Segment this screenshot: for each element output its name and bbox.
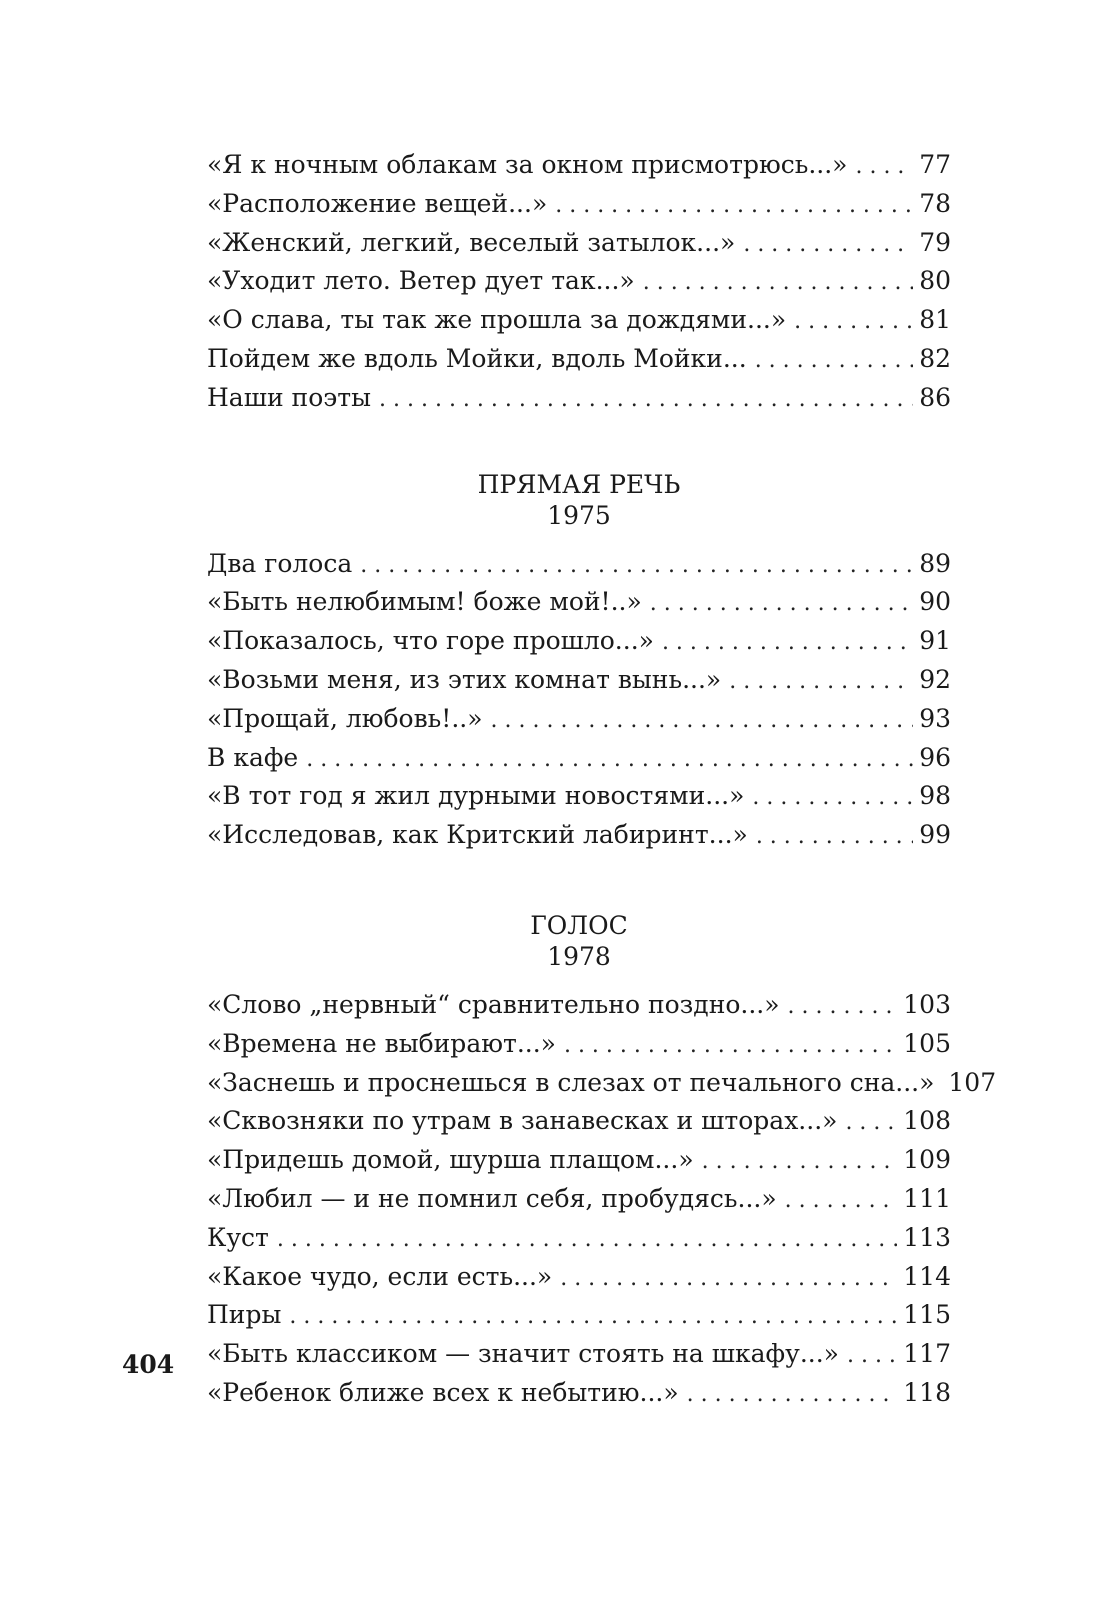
toc-entry (207, 661, 951, 700)
toc-entry-title: «Слово „нервный“ сравнительно поздно...» (207, 989, 780, 1019)
dot-leader (687, 1376, 898, 1415)
toc-entry (207, 1374, 951, 1413)
toc-entry-title: В кафе (207, 742, 299, 772)
dot-leader (756, 818, 913, 857)
toc-entry-page: 81 (919, 305, 951, 335)
dot-leader (702, 1143, 898, 1182)
toc-entry (207, 1296, 951, 1335)
toc-entry-page: 113 (903, 1222, 951, 1252)
toc-entry-title: «Какое чудо, если есть...» (207, 1261, 553, 1291)
toc-entry-page: 82 (919, 343, 951, 373)
toc-entry (207, 816, 951, 855)
toc-entry-title: «Сквозняки по утрам в занавесках и шторах...» (207, 1106, 838, 1136)
toc-entry (207, 301, 951, 340)
toc-entry (207, 986, 951, 1025)
toc-entry (207, 262, 951, 301)
section-entries (207, 986, 997, 1413)
toc-entry-title: Пойдем же вдоль Мойки, вдоль Мойки... (207, 343, 747, 373)
toc-entry (207, 340, 951, 379)
toc-entry (207, 1141, 951, 1180)
toc-entry-page: 109 (903, 1145, 951, 1175)
toc-entry-page: 108 (903, 1106, 951, 1136)
toc-entry-title: Наши поэты (207, 382, 372, 412)
dot-leader (794, 303, 913, 342)
toc-entry-title: «Возьми меня, из этих комнат вынь...» (207, 664, 722, 694)
toc-entry-page: 118 (903, 1377, 951, 1407)
toc-entry (207, 224, 951, 263)
dot-leader (729, 663, 913, 702)
dot-leader (662, 624, 913, 663)
section-year: 1975 (547, 500, 611, 530)
toc-entry (207, 1258, 951, 1297)
toc-entry-title: «Любил — и не помнил себя, пробудясь...» (207, 1183, 777, 1213)
toc-entry-page: 105 (903, 1028, 951, 1058)
dot-leader (845, 1104, 897, 1143)
dot-leader (752, 779, 913, 818)
section-heading (207, 469, 951, 531)
toc-entry-page: 90 (919, 587, 951, 617)
toc-entry-title: «В тот год я жил дурными новостями...» (207, 781, 745, 811)
dot-leader (785, 1182, 898, 1221)
section-year: 1978 (547, 941, 611, 971)
toc-group-continued (207, 146, 951, 418)
page-number: 404 (122, 1350, 175, 1379)
toc-entry-title: «Исследовав, как Критский лабиринт...» (207, 820, 748, 850)
toc-entry-page: 107 (948, 1067, 997, 1097)
toc-entry (207, 379, 951, 418)
toc-entry-page: 99 (919, 820, 951, 850)
dot-leader (289, 1298, 897, 1337)
toc-entry (207, 185, 951, 224)
dot-leader (650, 585, 913, 624)
toc-entry-page: 78 (919, 188, 951, 218)
toc-entry (207, 545, 951, 584)
toc-entry-title: Пиры (207, 1300, 282, 1330)
toc-entry-page: 89 (919, 548, 951, 578)
dot-leader (755, 342, 914, 381)
toc-entry (207, 739, 951, 778)
dot-leader (277, 1221, 897, 1260)
toc-entry-page: 92 (919, 664, 951, 694)
toc-entry (207, 622, 951, 661)
toc-entry-page: 86 (919, 382, 951, 412)
toc-entry-page: 96 (919, 742, 951, 772)
toc-entry-title: «Показалось, что горе прошло...» (207, 626, 654, 656)
toc-entry (207, 1102, 951, 1141)
toc-entry-page: 114 (903, 1261, 951, 1291)
dot-leader (788, 988, 898, 1027)
dot-leader (564, 1027, 897, 1066)
dot-leader (560, 1260, 897, 1299)
dot-leader (360, 547, 913, 586)
toc-entry (207, 583, 951, 622)
toc-entry-page: 98 (919, 781, 951, 811)
toc-entry-title: Куст (207, 1222, 269, 1252)
toc-entry-page: 79 (919, 227, 951, 257)
dot-leader (743, 226, 913, 265)
toc-entry-title: «Ребенок ближе всех к небытию...» (207, 1377, 679, 1407)
toc-entry (207, 1335, 951, 1374)
dot-leader (555, 187, 913, 226)
toc-entry-page: 77 (919, 150, 951, 179)
dot-leader (491, 702, 914, 741)
table-of-contents (207, 146, 997, 1413)
toc-entry (207, 1219, 951, 1258)
toc-entry-title: «Женский, легкий, веселый затылок...» (207, 227, 736, 257)
toc-entry-title: «Расположение вещей...» (207, 188, 548, 218)
toc-entry-title: «Я к ночным облакам за окном присмотрюсь...» (207, 150, 848, 179)
toc-entry-title: «Быть классиком — значит стоять на шкафу...» (207, 1339, 839, 1369)
toc-entry-title: «Времена не выбирают...» (207, 1028, 556, 1058)
toc-entry (207, 777, 951, 816)
section-title: ГОЛОС (530, 910, 628, 940)
toc-entry (207, 1180, 951, 1219)
dot-leader (379, 381, 913, 420)
toc-entry-title: «Быть нелюбимым! боже мой!..» (207, 587, 642, 617)
toc-entry (207, 700, 951, 739)
toc-entry-page: 80 (919, 266, 951, 296)
toc-entry-title: «Прощай, любовь!..» (207, 703, 483, 733)
toc-entry (207, 1025, 951, 1064)
dot-leader (306, 741, 913, 780)
toc-entry-page: 115 (903, 1300, 951, 1330)
toc-entry-title: Два голоса (207, 548, 353, 578)
toc-entry-page: 117 (903, 1339, 951, 1369)
toc-entry (207, 1064, 997, 1103)
section-heading (207, 910, 951, 972)
toc-entry-page: 111 (903, 1183, 951, 1213)
section-title: ПРЯМАЯ РЕЧЬ (477, 469, 681, 499)
toc-entry-title: «Придешь домой, шурша плащом...» (207, 1145, 694, 1175)
toc-entry-page: 93 (919, 703, 951, 733)
toc-entry-title: «О слава, ты так же прошла за дождями...» (207, 305, 787, 335)
toc-entry-title: «Заснешь и проснешься в слезах от печального сна...» (207, 1067, 935, 1097)
dot-leader (847, 1337, 897, 1376)
dot-leader (855, 148, 913, 187)
toc-entry-page: 103 (903, 989, 951, 1019)
toc-entry-title: «Уходит лето. Ветер дует так...» (207, 266, 635, 296)
dot-leader (643, 264, 913, 303)
toc-entry-page: 91 (919, 626, 951, 656)
section-entries (207, 545, 951, 855)
toc-entry (207, 146, 951, 185)
